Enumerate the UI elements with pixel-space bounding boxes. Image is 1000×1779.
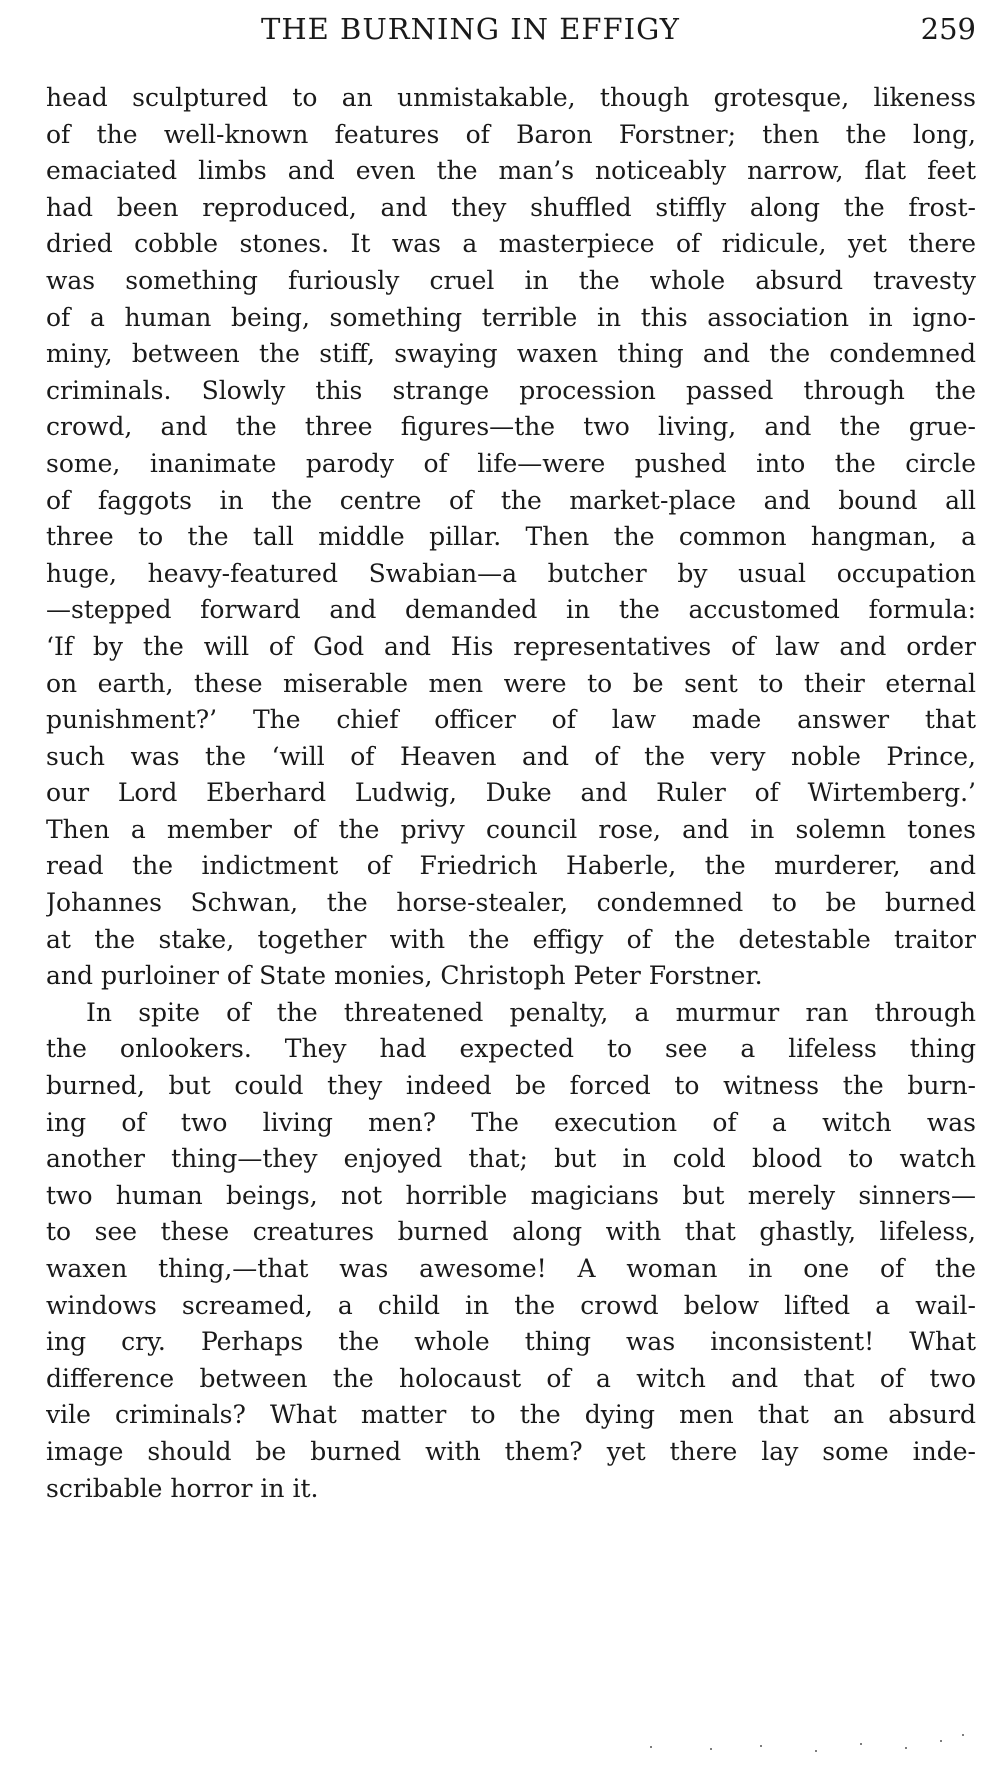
speck <box>940 1740 942 1742</box>
running-title: THE BURNING IN EFFIGY <box>261 12 680 46</box>
text-line: miny, between the stiff, swaying waxen thing and the condemned <box>46 339 976 369</box>
text-line: difference between the holocaust of a witch and that of two <box>46 1363 976 1393</box>
text-line: of a human being, something terrible in this association in igno- <box>46 302 976 332</box>
speck <box>815 1750 817 1752</box>
text-line: crowd, and the three figures—the two living, and the grue- <box>46 412 976 442</box>
text-line: head sculptured to an unmistakable, though grotesque, likeness <box>46 83 976 112</box>
text-line: ing cry. Perhaps the whole thing was inconsistent! What <box>46 1327 976 1357</box>
text-line: burned, but could they indeed be forced to witness the burn- <box>46 1071 976 1101</box>
paragraph <box>46 995 976 1507</box>
text-line: dried cobble stones. It was a masterpiece of ridicule, yet there <box>46 229 976 259</box>
speck <box>962 1734 964 1736</box>
text-line: some, inanimate parody of life—were pushed into the circle <box>46 448 976 478</box>
text-line: Johannes Schwan, the horse-stealer, condemned to be burned <box>46 888 976 918</box>
text-line: to see these creatures burned along with that ghastly, lifeless, <box>46 1217 976 1247</box>
text-line: our Lord Eberhard Ludwig, Duke and Ruler of Wirtemberg.’ <box>46 778 976 808</box>
speck <box>710 1748 712 1750</box>
text-line: the onlookers. They had expected to see a lifeless thing <box>46 1034 976 1064</box>
text-line: of the well-known features of Baron Forstner; then the long, <box>46 119 976 149</box>
text-line: at the stake, together with the effigy of the detestable traitor <box>46 924 976 954</box>
speck <box>650 1746 652 1748</box>
text-line: vile criminals? What matter to the dying men that an absurd <box>46 1400 976 1430</box>
speck <box>860 1743 862 1745</box>
paragraph <box>46 80 976 995</box>
speck <box>760 1745 762 1747</box>
text-line: two human beings, not horrible magicians but merely sinners— <box>46 1180 976 1210</box>
text-line: read the indictment of Friedrich Haberle, the murderer, and <box>46 851 976 881</box>
text-line: scribable horror in it. <box>46 1473 319 1503</box>
text-line: waxen thing,—that was awesome! A woman in one of the <box>46 1254 976 1283</box>
text-line: three to the tall middle pillar. Then the common hangman, a <box>46 522 976 552</box>
text-line: ing of two living men? The execution of a witch was <box>46 1107 976 1137</box>
text-line: and purloiner of State monies, Christoph Peter Forstner. <box>46 961 763 991</box>
text-line: another thing—they enjoyed that; but in cold blood to watch <box>46 1144 976 1174</box>
text-line: image should be burned with them? yet there lay some inde- <box>46 1436 976 1466</box>
speck <box>905 1747 907 1749</box>
text-line: ‘If by the will of God and His representatives of law and order <box>46 631 976 661</box>
body-text <box>46 80 976 1507</box>
text-line: —stepped forward and demanded in the accustomed formula: <box>46 595 976 625</box>
print-specks <box>640 1728 980 1758</box>
text-line: had been reproduced, and they shuffled stiffly along the frost- <box>46 192 976 222</box>
text-line: of faggots in the centre of the market-place and bound all <box>46 485 976 515</box>
running-head <box>46 12 976 52</box>
text-line: emaciated limbs and even the man’s noticeably narrow, flat feet <box>46 156 976 186</box>
text-line: punishment?’ The chief officer of law made answer that <box>46 705 976 735</box>
text-line: In spite of the threatened penalty, a murmur ran through <box>86 997 976 1027</box>
text-line: on earth, these miserable men were to be sent to their eternal <box>46 668 976 698</box>
text-line: Then a member of the privy council rose, and in solemn tones <box>46 814 976 844</box>
text-line: windows screamed, a child in the crowd below lifted a wail- <box>46 1290 976 1320</box>
page-number: 259 <box>920 12 976 46</box>
text-line: huge, heavy-featured Swabian—a butcher by usual occupation <box>46 558 976 588</box>
text-line: was something furiously cruel in the whole absurd travesty <box>46 265 976 295</box>
text-line: such was the ‘will of Heaven and of the very noble Prince, <box>46 741 976 771</box>
text-line: criminals. Slowly this strange procession passed through the <box>46 375 976 405</box>
